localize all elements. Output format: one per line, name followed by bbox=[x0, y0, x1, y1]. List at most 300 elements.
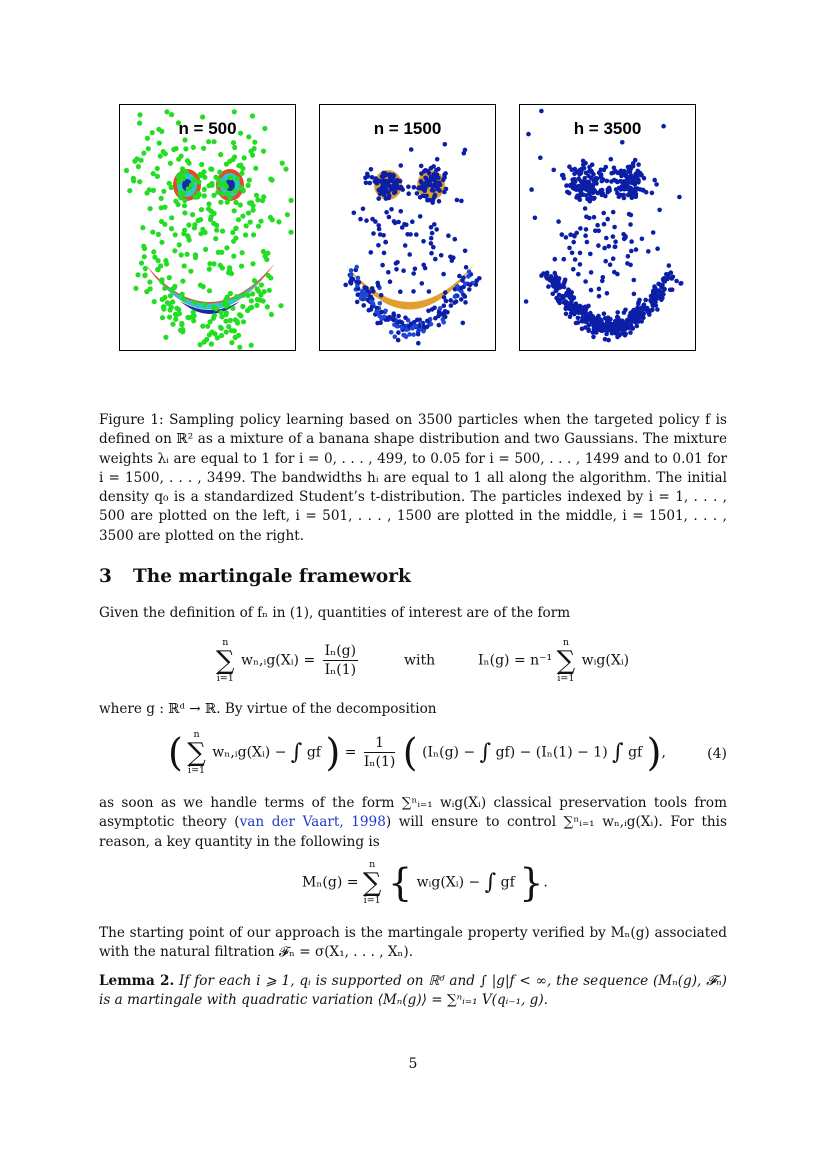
particle bbox=[255, 197, 260, 202]
particle bbox=[260, 198, 265, 203]
particle bbox=[642, 176, 647, 181]
particle bbox=[620, 140, 625, 145]
particle bbox=[621, 320, 626, 325]
particle bbox=[449, 303, 454, 308]
particle bbox=[591, 197, 596, 202]
particle bbox=[379, 310, 384, 315]
particle bbox=[443, 309, 448, 314]
particle bbox=[161, 189, 166, 194]
particle bbox=[605, 217, 610, 222]
particle bbox=[567, 246, 572, 251]
particle bbox=[630, 195, 635, 200]
particle bbox=[193, 252, 198, 257]
particle bbox=[629, 249, 634, 254]
particle bbox=[249, 298, 254, 303]
particle bbox=[433, 257, 438, 262]
integral-sign: ∫ bbox=[290, 740, 303, 765]
particle bbox=[252, 146, 257, 151]
particle bbox=[169, 226, 174, 231]
particle bbox=[416, 332, 421, 337]
section-number: 3 bbox=[99, 566, 112, 587]
eq3-gf: gf bbox=[500, 874, 515, 891]
particle bbox=[196, 179, 201, 184]
particle bbox=[403, 315, 408, 320]
particle bbox=[597, 171, 602, 176]
particle bbox=[155, 267, 160, 272]
particle bbox=[434, 227, 439, 232]
particle bbox=[660, 296, 665, 301]
particle bbox=[429, 241, 434, 246]
particle bbox=[217, 183, 222, 188]
particle bbox=[442, 295, 447, 300]
particle bbox=[607, 244, 612, 249]
particle bbox=[177, 242, 182, 247]
particle bbox=[396, 330, 401, 335]
particle bbox=[223, 319, 228, 324]
particle bbox=[421, 329, 426, 334]
particle bbox=[590, 162, 595, 167]
particle bbox=[583, 279, 588, 284]
particle bbox=[677, 195, 682, 200]
particle bbox=[177, 190, 182, 195]
particle bbox=[394, 261, 399, 266]
particle bbox=[192, 177, 197, 182]
particle bbox=[423, 186, 428, 191]
particle bbox=[575, 193, 580, 198]
particle bbox=[383, 240, 388, 245]
particle bbox=[155, 166, 160, 171]
particle bbox=[137, 179, 142, 184]
particle bbox=[578, 262, 583, 267]
particle bbox=[182, 228, 187, 233]
particle bbox=[425, 319, 430, 324]
particle bbox=[411, 271, 416, 276]
particle bbox=[463, 300, 468, 305]
particle bbox=[219, 314, 224, 319]
particle bbox=[253, 166, 258, 171]
eq1-fraction: $\frac{\text{Iₙ(g)}}{\text{Iₙ(1)}}$ bbox=[324, 643, 357, 678]
particle bbox=[241, 188, 246, 193]
particle bbox=[641, 188, 646, 193]
particle bbox=[418, 195, 423, 200]
particle bbox=[215, 190, 220, 195]
particle bbox=[583, 161, 588, 166]
particle bbox=[142, 254, 147, 259]
particle bbox=[629, 239, 634, 244]
particle bbox=[429, 225, 434, 230]
particle bbox=[556, 219, 561, 224]
particle bbox=[394, 267, 399, 272]
particle bbox=[349, 268, 354, 273]
particle bbox=[254, 303, 259, 308]
particle bbox=[219, 250, 224, 255]
particle bbox=[182, 210, 187, 215]
particle bbox=[552, 279, 557, 284]
equation-martingale: Mₙ(g) = n ∑ i=1 { wᵢg(Xᵢ) − ∫ gf }. bbox=[302, 859, 548, 906]
particle bbox=[225, 295, 230, 300]
particle bbox=[602, 246, 607, 251]
particle bbox=[244, 223, 249, 228]
particle bbox=[209, 341, 214, 346]
eq3-lhs: Mₙ(g) = bbox=[302, 874, 359, 891]
particle bbox=[606, 315, 611, 320]
particle bbox=[186, 186, 191, 191]
eq2-rhs-c: gf bbox=[628, 744, 643, 761]
particle bbox=[243, 232, 248, 237]
particle bbox=[384, 210, 389, 215]
particle bbox=[631, 161, 636, 166]
particle bbox=[441, 317, 446, 322]
particle bbox=[431, 197, 436, 202]
particle bbox=[629, 312, 634, 317]
particle bbox=[429, 251, 434, 256]
particle bbox=[596, 243, 601, 248]
particle bbox=[573, 257, 578, 262]
particle bbox=[443, 290, 448, 295]
particle bbox=[255, 286, 260, 291]
particle bbox=[595, 223, 600, 228]
panel-title: n = 500 bbox=[178, 119, 237, 138]
particle bbox=[265, 304, 270, 309]
particle bbox=[187, 161, 192, 166]
particle bbox=[133, 286, 138, 291]
particle bbox=[150, 230, 155, 235]
particle bbox=[148, 286, 153, 291]
particle bbox=[586, 181, 591, 186]
particle bbox=[361, 207, 366, 212]
particle bbox=[431, 188, 436, 193]
particle bbox=[592, 215, 597, 220]
particle bbox=[391, 313, 396, 318]
particle bbox=[546, 284, 551, 289]
particle bbox=[358, 217, 363, 222]
particle bbox=[571, 240, 576, 245]
particle bbox=[163, 335, 168, 340]
particle bbox=[230, 230, 235, 235]
particle bbox=[183, 146, 188, 151]
particle bbox=[269, 312, 274, 317]
particle bbox=[640, 237, 645, 242]
particle bbox=[241, 293, 246, 298]
particle bbox=[179, 252, 184, 257]
particle bbox=[352, 211, 357, 216]
particle bbox=[199, 207, 204, 212]
particle bbox=[230, 306, 235, 311]
eq1-with: with bbox=[404, 652, 436, 669]
lemma-body: If for each i ⩾ 1, qᵢ is supported on ℝᵈ and ∫ |g|f < ∞, the sequence (Mₙ(g), 𝓕ₙ) is a martingale with quadratic variation ⟨Mₙ(g)⟩ = ∑ⁿᵢ₌₁ V(qᵢ₋₁, g). bbox=[99, 973, 727, 1009]
particle bbox=[643, 298, 648, 303]
particle bbox=[638, 313, 643, 318]
particle bbox=[376, 243, 381, 248]
particle bbox=[162, 222, 167, 227]
particle bbox=[371, 231, 376, 236]
particle bbox=[529, 187, 534, 192]
particle bbox=[132, 159, 137, 164]
particle bbox=[600, 179, 605, 184]
particle bbox=[564, 312, 569, 317]
particle bbox=[617, 170, 622, 175]
particle bbox=[438, 306, 443, 311]
particle bbox=[615, 272, 620, 277]
particle bbox=[400, 325, 405, 330]
particle bbox=[354, 280, 359, 285]
particle bbox=[207, 261, 212, 266]
particle bbox=[359, 296, 364, 301]
particle bbox=[185, 252, 190, 257]
particle bbox=[560, 232, 565, 237]
particle bbox=[399, 163, 404, 168]
particle bbox=[252, 278, 257, 283]
particle bbox=[539, 109, 544, 114]
particle bbox=[623, 333, 628, 338]
sum-operator: n ∑ i=1 bbox=[556, 637, 576, 684]
particle bbox=[423, 266, 428, 271]
particle bbox=[270, 177, 275, 182]
particle bbox=[437, 323, 442, 328]
particle bbox=[240, 304, 245, 309]
particle bbox=[601, 211, 606, 216]
particle bbox=[267, 288, 272, 293]
particle bbox=[604, 332, 609, 337]
eq1-left: wₙ,ᵢg(Xᵢ) = bbox=[241, 652, 316, 669]
particle bbox=[404, 223, 409, 228]
figure-panel-middle bbox=[319, 104, 496, 351]
particle bbox=[591, 330, 596, 335]
particle bbox=[425, 198, 430, 203]
particle bbox=[226, 324, 231, 329]
particle bbox=[622, 310, 627, 315]
particle bbox=[232, 109, 237, 114]
particle bbox=[582, 166, 587, 171]
particle bbox=[245, 293, 250, 298]
particle bbox=[179, 322, 184, 327]
particle bbox=[265, 251, 270, 256]
scatter-plot-middle bbox=[320, 105, 496, 351]
particle bbox=[431, 164, 436, 169]
particle bbox=[678, 281, 683, 286]
particle bbox=[161, 304, 166, 309]
particle bbox=[142, 273, 147, 278]
particle bbox=[356, 276, 361, 281]
particle bbox=[388, 176, 393, 181]
particle bbox=[220, 229, 225, 234]
particle bbox=[254, 193, 259, 198]
particle bbox=[629, 213, 634, 218]
particle bbox=[229, 340, 234, 345]
particle bbox=[421, 239, 426, 244]
particle bbox=[368, 295, 373, 300]
particle bbox=[379, 293, 384, 298]
particle bbox=[615, 180, 620, 185]
integral-sign: ∫ bbox=[479, 740, 492, 765]
particle bbox=[417, 185, 422, 190]
eq2-inner: wₙ,ᵢg(Xᵢ) − bbox=[212, 744, 287, 761]
panel-title: n = 1500 bbox=[373, 119, 442, 138]
particle bbox=[167, 275, 172, 280]
particle bbox=[592, 326, 597, 331]
particle bbox=[467, 269, 472, 274]
particle bbox=[466, 274, 471, 279]
particle bbox=[605, 291, 610, 296]
particle bbox=[214, 228, 219, 233]
particle bbox=[539, 273, 544, 278]
particle bbox=[589, 270, 594, 275]
particle bbox=[146, 146, 151, 151]
particles-middle bbox=[343, 142, 481, 346]
particle bbox=[451, 255, 456, 260]
particle bbox=[162, 286, 167, 291]
particle bbox=[233, 200, 238, 205]
particle bbox=[646, 249, 651, 254]
particle bbox=[202, 187, 207, 192]
particle bbox=[143, 266, 148, 271]
citation-link[interactable]: van der Vaart, 1998 bbox=[239, 814, 386, 831]
particle bbox=[571, 267, 576, 272]
particle bbox=[172, 285, 177, 290]
particle bbox=[355, 300, 360, 305]
particle bbox=[432, 306, 437, 311]
sum-operator: n ∑ i=1 bbox=[362, 859, 382, 906]
particle bbox=[249, 200, 254, 205]
particles-right bbox=[524, 109, 684, 343]
particle bbox=[251, 232, 256, 237]
particle bbox=[354, 265, 359, 270]
particle bbox=[242, 155, 247, 160]
particle bbox=[180, 279, 185, 284]
particle bbox=[429, 322, 434, 327]
particle bbox=[382, 251, 387, 256]
particle bbox=[364, 286, 369, 291]
particle bbox=[245, 308, 250, 313]
particle bbox=[240, 214, 245, 219]
particle bbox=[285, 212, 290, 217]
intro-paragraph: Given the definition of fₙ in (1), quantities of interest are of the form bbox=[99, 605, 571, 621]
particle bbox=[591, 335, 596, 340]
particle bbox=[462, 151, 467, 156]
particle bbox=[397, 186, 402, 191]
particle bbox=[167, 181, 172, 186]
particle bbox=[422, 169, 427, 174]
particle bbox=[364, 218, 369, 223]
particle bbox=[160, 297, 165, 302]
particle bbox=[391, 318, 396, 323]
particle bbox=[435, 157, 440, 162]
particle bbox=[177, 176, 182, 181]
particle bbox=[564, 235, 569, 240]
particle bbox=[249, 343, 254, 348]
particle bbox=[217, 170, 222, 175]
particle bbox=[204, 337, 209, 342]
integral-sign: ∫ bbox=[484, 870, 497, 895]
particle bbox=[524, 299, 529, 304]
particle bbox=[398, 289, 403, 294]
particle bbox=[572, 295, 577, 300]
particle bbox=[252, 140, 257, 145]
particle bbox=[208, 166, 213, 171]
particle bbox=[553, 257, 558, 262]
particle bbox=[411, 332, 416, 337]
particle bbox=[369, 167, 374, 172]
particle bbox=[211, 316, 216, 321]
figure-panel-left bbox=[119, 104, 296, 351]
particle bbox=[595, 176, 600, 181]
particle bbox=[388, 279, 393, 284]
eq3-inner: wᵢg(Xᵢ) − bbox=[416, 874, 481, 891]
particle bbox=[288, 230, 293, 235]
particle bbox=[617, 317, 622, 322]
particle bbox=[198, 342, 203, 347]
particle bbox=[247, 178, 252, 183]
particle bbox=[233, 317, 238, 322]
equation-sum-weights bbox=[216, 638, 629, 683]
particle bbox=[633, 182, 638, 187]
particle bbox=[174, 312, 179, 317]
particle bbox=[553, 271, 558, 276]
particle bbox=[178, 171, 183, 176]
particle bbox=[393, 335, 398, 340]
particle bbox=[600, 279, 605, 284]
particle bbox=[136, 164, 141, 169]
particle bbox=[412, 185, 417, 190]
particle bbox=[606, 187, 611, 192]
particle bbox=[597, 294, 602, 299]
particle bbox=[278, 303, 283, 308]
particle bbox=[160, 315, 165, 320]
figure-panel-right bbox=[519, 104, 696, 351]
particle bbox=[246, 183, 251, 188]
particle bbox=[169, 305, 174, 310]
particle bbox=[220, 265, 225, 270]
page-number: 5 bbox=[408, 1056, 418, 1072]
particle bbox=[428, 182, 433, 187]
particle bbox=[349, 272, 354, 277]
starting-paragraph: The starting point of our approach is the martingale property verified by Mₙ(g) associated with the natural filtration 𝓕ₙ = σ(X₁, . . . , Xₙ). bbox=[99, 925, 727, 961]
particle bbox=[198, 172, 203, 177]
particle bbox=[258, 219, 263, 224]
particle bbox=[376, 178, 381, 183]
particle bbox=[414, 232, 419, 237]
particle bbox=[622, 325, 627, 330]
particle bbox=[214, 306, 219, 311]
particle bbox=[139, 261, 144, 266]
particle bbox=[209, 330, 214, 335]
particle bbox=[240, 250, 245, 255]
particle bbox=[457, 274, 462, 279]
particle bbox=[241, 319, 246, 324]
particle bbox=[461, 321, 466, 326]
particle bbox=[651, 230, 656, 235]
lemma-2 bbox=[99, 972, 727, 1011]
particle bbox=[206, 206, 211, 211]
particle bbox=[185, 315, 190, 320]
particle bbox=[389, 207, 394, 212]
particle bbox=[268, 215, 273, 220]
particle bbox=[662, 276, 667, 281]
particle bbox=[169, 215, 174, 220]
particle bbox=[415, 191, 420, 196]
particle bbox=[587, 189, 592, 194]
handle-paragraph: as soon as we handle terms of the form ∑ⁿᵢ₌₁ wᵢg(Xᵢ) classical preservation tools from asymptotic theory (van der Vaart, 1998) will ensure to control ∑ⁿᵢ₌₁ wₙ,ᵢg(Xᵢ). For this reason, a key quantity in the following is bbox=[99, 795, 727, 850]
particle bbox=[361, 303, 366, 308]
particle bbox=[585, 240, 590, 245]
particle bbox=[201, 146, 206, 151]
particle bbox=[453, 294, 458, 299]
particle bbox=[163, 258, 168, 263]
particle bbox=[650, 191, 655, 196]
particle bbox=[192, 222, 197, 227]
particle bbox=[657, 208, 662, 213]
particle bbox=[551, 292, 556, 297]
